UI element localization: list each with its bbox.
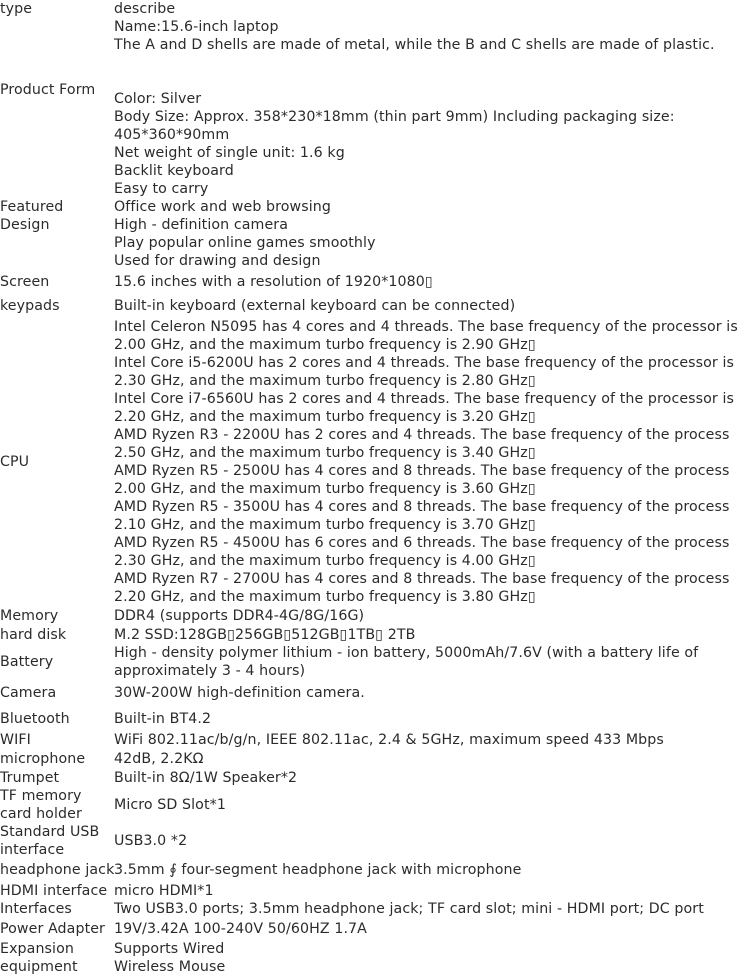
label-line: Design xyxy=(0,217,50,233)
value-line: Built-in BT4.2 xyxy=(114,711,212,727)
spec-value xyxy=(114,750,750,768)
spec-value xyxy=(114,882,750,900)
spec-label xyxy=(0,750,112,768)
value-line: approximately 3 - 4 hours) xyxy=(114,663,306,679)
value-line: 2.10 GHz, and the maximum turbo frequency is 3.70 GHz▯ xyxy=(114,517,536,533)
value-line: 30W-200W high-definition camera. xyxy=(114,685,365,701)
spec-value xyxy=(114,832,750,850)
label-line: Battery xyxy=(0,654,54,670)
value-line: AMD Ryzen R5 - 2500U has 4 cores and 8 threads. The base frequency of the process xyxy=(114,463,730,479)
spec-value xyxy=(114,198,750,270)
value-line: 3.5mm ∮ four-segment headphone jack with microphone xyxy=(114,862,522,878)
spec-label xyxy=(0,940,112,976)
value-line: WiFi 802.11ac/b/g/n, IEEE 802.11ac, 2.4 & 5GHz, maximum speed 433 Mbps xyxy=(114,732,664,748)
spec-label xyxy=(0,731,112,749)
spec-label xyxy=(0,297,112,315)
value-line: Backlit keyboard xyxy=(114,163,234,179)
spec-label xyxy=(0,198,112,234)
value-line: Used for drawing and design xyxy=(114,253,321,269)
label-line: Bluetooth xyxy=(0,711,70,727)
value-line: Intel Core i7-6560U has 2 cores and 4 threads. The base frequency of the processor is xyxy=(114,391,735,407)
value-line: M.2 SSD:128GB▯256GB▯512GB▯1TB▯ 2TB xyxy=(114,627,416,643)
label-line: Standard USB xyxy=(0,824,100,840)
value-line: Office work and web browsing xyxy=(114,199,331,215)
spec-value xyxy=(114,769,750,787)
spec-label xyxy=(0,453,112,471)
label-line: headphone jack xyxy=(0,862,115,878)
label-line: interface xyxy=(0,842,65,858)
spec-label xyxy=(0,653,112,671)
value-line: AMD Ryzen R5 - 3500U has 4 cores and 8 threads. The base frequency of the process xyxy=(114,499,730,515)
label-line: keypads xyxy=(0,298,60,314)
spec-value xyxy=(114,607,750,625)
value-line: AMD Ryzen R3 - 2200U has 2 cores and 4 threads. The base frequency of the process xyxy=(114,427,730,443)
spec-value xyxy=(114,0,750,54)
value-line: Name:15.6-inch laptop xyxy=(114,19,279,35)
spec-value xyxy=(114,684,750,702)
spec-value xyxy=(114,318,750,606)
value-line: USB3.0 *2 xyxy=(114,833,188,849)
value-line: 42dB, 2.2KΩ xyxy=(114,751,204,767)
spec-label xyxy=(0,882,112,900)
value-line: Play popular online games smoothly xyxy=(114,235,376,251)
label-line: Screen xyxy=(0,274,50,290)
spec-label xyxy=(0,900,112,918)
spec-value xyxy=(114,796,750,814)
label-line: microphone xyxy=(0,751,86,767)
spec-value xyxy=(114,90,750,198)
label-line: Camera xyxy=(0,685,57,701)
value-line: Body Size: Approx. 358*230*18mm (thin part 9mm) Including packaging size: xyxy=(114,109,675,125)
label-line: HDMI interface xyxy=(0,883,108,899)
value-line: 19V/3.42A 100-240V 50/60HZ 1.7A xyxy=(114,921,367,937)
spec-value xyxy=(114,861,750,879)
label-line: Trumpet xyxy=(0,770,60,786)
value-line: 2.00 GHz, and the maximum turbo frequency is 2.90 GHz▯ xyxy=(114,337,536,353)
value-line: 2.20 GHz, and the maximum turbo frequency is 3.20 GHz▯ xyxy=(114,409,536,425)
spec-label xyxy=(0,861,115,879)
spec-value xyxy=(114,940,750,976)
spec-label xyxy=(0,710,112,728)
spec-label xyxy=(0,769,112,787)
label-line: card holder xyxy=(0,806,82,822)
value-line: 2.30 GHz, and the maximum turbo frequency is 4.00 GHz▯ xyxy=(114,553,536,569)
spec-label xyxy=(0,787,112,823)
value-line: Built-in 8Ω/1W Speaker*2 xyxy=(114,770,298,786)
label-line: Product Form xyxy=(0,82,96,98)
spec-label xyxy=(0,607,112,625)
label-line: Memory xyxy=(0,608,59,624)
spec-label xyxy=(0,81,112,99)
spec-value xyxy=(114,920,750,938)
spec-value xyxy=(114,273,750,291)
value-line: High - density polymer lithium - ion battery, 5000mAh/7.6V (with a battery life of xyxy=(114,645,699,661)
value-line: AMD Ryzen R5 - 4500U has 6 cores and 6 threads. The base frequency of the process xyxy=(114,535,730,551)
value-line: Supports Wired xyxy=(114,941,225,957)
spec-label xyxy=(0,273,112,291)
value-line: Built-in keyboard (external keyboard can be connected) xyxy=(114,298,516,314)
value-line: AMD Ryzen R7 - 2700U has 4 cores and 8 threads. The base frequency of the process xyxy=(114,571,730,587)
value-line: The A and D shells are made of metal, while the B and C shells are made of plastic. xyxy=(114,37,715,53)
value-line: Net weight of single unit: 1.6 kg xyxy=(114,145,345,161)
label-line: Featured xyxy=(0,199,64,215)
value-line: Micro SD Slot*1 xyxy=(114,797,226,813)
value-line: Intel Core i5-6200U has 2 cores and 4 threads. The base frequency of the processor is xyxy=(114,355,735,371)
spec-value xyxy=(114,297,750,315)
label-line: type xyxy=(0,1,33,17)
label-line: TF memory xyxy=(0,788,82,804)
spec-value xyxy=(114,900,750,918)
label-line: Interfaces xyxy=(0,901,72,917)
label-line: equipment xyxy=(0,959,78,975)
spec-value xyxy=(114,710,750,728)
label-line: Power Adapter xyxy=(0,921,105,937)
value-line: micro HDMI*1 xyxy=(114,883,214,899)
value-line: 405*360*90mm xyxy=(114,127,230,143)
label-line: hard disk xyxy=(0,627,67,643)
spec-value xyxy=(114,626,750,644)
label-line: Expansion xyxy=(0,941,74,957)
value-line: Two USB3.0 ports; 3.5mm headphone jack; TF card slot; mini - HDMI port; DC port xyxy=(114,901,704,917)
spec-label xyxy=(0,684,112,702)
value-line: High - definition camera xyxy=(114,217,289,233)
spec-label xyxy=(0,626,112,644)
value-line: Wireless Mouse xyxy=(114,959,226,975)
value-line: 15.6 inches with a resolution of 1920*1080▯ xyxy=(114,274,433,290)
value-line: DDR4 (supports DDR4-4G/8G/16G) xyxy=(114,608,365,624)
value-line: 2.00 GHz, and the maximum turbo frequency is 3.60 GHz▯ xyxy=(114,481,536,497)
spec-label xyxy=(0,823,112,859)
spec-label xyxy=(0,0,112,18)
value-line: 2.30 GHz, and the maximum turbo frequency is 2.80 GHz▯ xyxy=(114,373,536,389)
spec-value xyxy=(114,644,750,680)
value-line: describe xyxy=(114,1,176,17)
value-line: 2.20 GHz, and the maximum turbo frequency is 3.80 GHz▯ xyxy=(114,589,536,605)
value-line: Intel Celeron N5095 has 4 cores and 4 threads. The base frequency of the processor is xyxy=(114,319,738,335)
spec-value xyxy=(114,731,750,749)
label-line: CPU xyxy=(0,454,30,470)
spec-label xyxy=(0,920,112,938)
value-line: 2.50 GHz, and the maximum turbo frequency is 3.40 GHz▯ xyxy=(114,445,536,461)
value-line: Color: Silver xyxy=(114,91,202,107)
label-line: WIFI xyxy=(0,732,31,748)
value-line: Easy to carry xyxy=(114,181,209,197)
